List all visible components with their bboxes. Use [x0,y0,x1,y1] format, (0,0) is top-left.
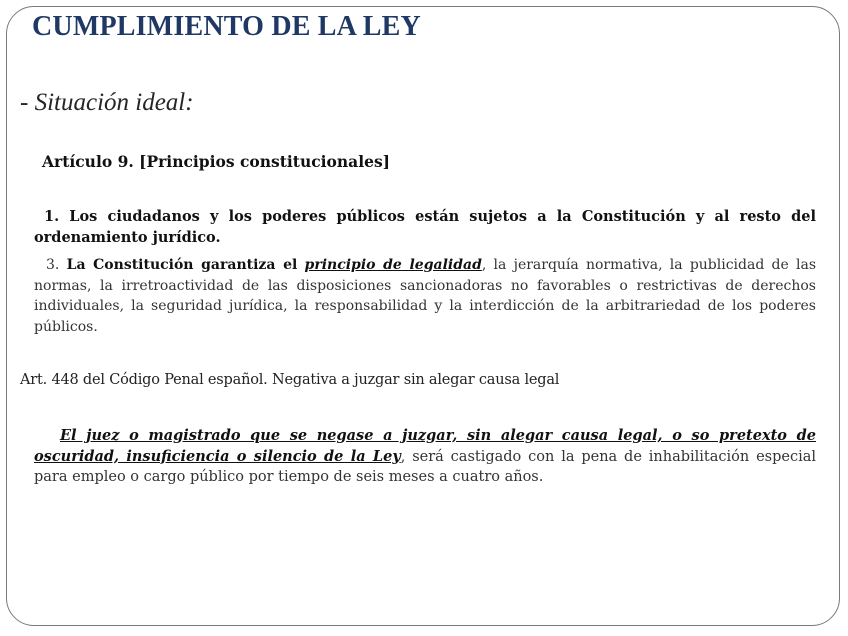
paragraph-3-lead: La Constitución garantiza el [66,257,298,273]
penal-code-reference: Art. 448 del Código Penal español. Negativa a juzgar sin alegar causa legal [20,372,560,388]
article-heading: Artículo 9. [Principios constitucionales] [42,152,391,171]
paragraph-3-number: 3. [46,257,60,273]
slide-title: CUMPLIMIENTO DE LA LEY [32,11,421,42]
penal-quote-rest: , será castigado con la pena de inhabilitación especial para empleo o cargo público por tiempo de seis meses a cuatro años. [34,448,816,485]
penal-quote [34,426,816,488]
slide-subtitle: - Situación ideal: [20,89,194,116]
paragraph-1 [34,207,816,248]
paragraph-3 [34,255,816,337]
paragraph-1-text: 1. Los ciudadanos y los poderes públicos están sujetos a la Constitución y al resto del ordenamiento jurídico. [34,208,816,246]
paragraph-3-emphasis: principio de legalidad [304,257,482,273]
penal-quote-emphasis: El juez o magistrado que se negase a juzgar, sin alegar causa legal, o so pretexto de oscuridad, insuficiencia o silencio de la Ley [34,427,816,465]
paragraph-3-rest: , la jerarquía normativa, la publicidad de las normas, la irretroactividad de las disposiciones sancionadoras no favorables o restrictivas de derechos individuales, la seguridad jurídica, la responsabilidad y la interdicción de la arbitrariedad de los poderes públicos. [34,257,817,335]
